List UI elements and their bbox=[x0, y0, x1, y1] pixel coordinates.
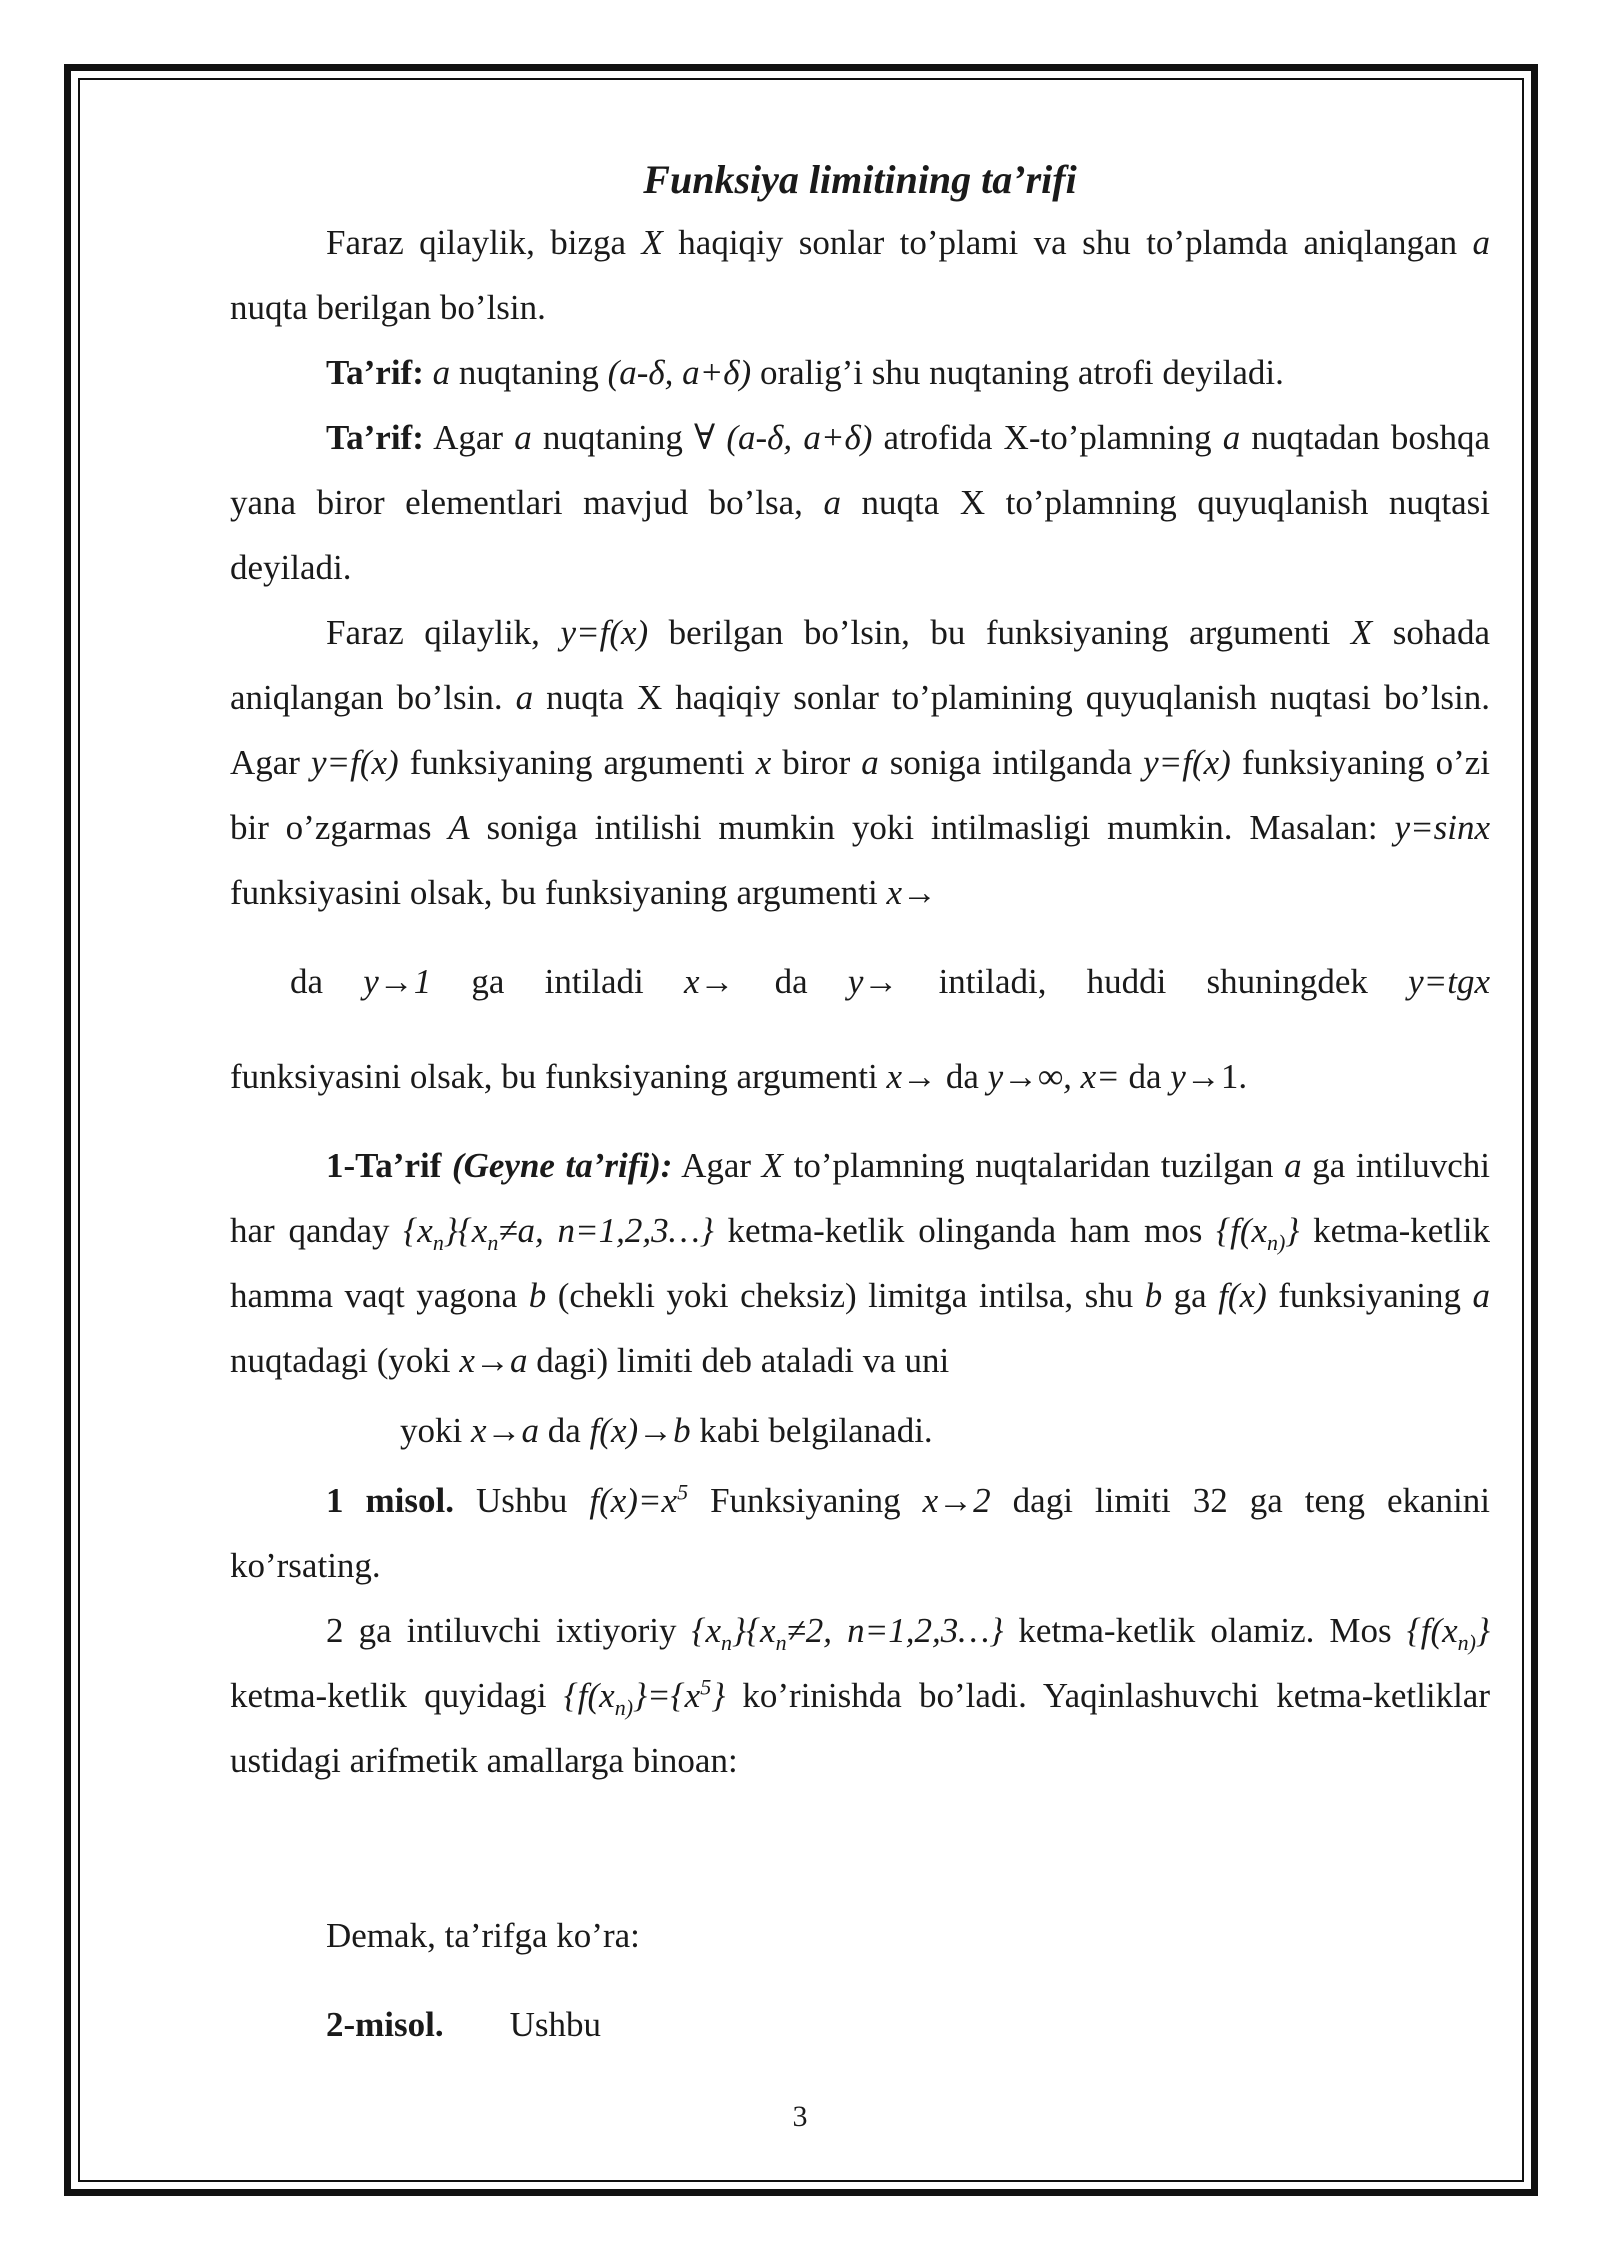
conclusion-line: Demak, ta’rifga ko’ra: bbox=[326, 1916, 640, 1955]
text: da bbox=[539, 1411, 590, 1450]
text: dagi) limiti deb ataladi va uni bbox=[527, 1341, 950, 1380]
text: nuqtaning ∀ bbox=[531, 418, 727, 457]
math-expression bbox=[1216, 1211, 1300, 1255]
subscript: n) bbox=[1267, 1230, 1286, 1255]
math-expression: y=tgx bbox=[1408, 962, 1490, 1001]
math-expression: f(x) bbox=[1218, 1276, 1267, 1315]
text: nuqtadagi (yoki bbox=[230, 1341, 460, 1380]
math-part: {f(x bbox=[1216, 1211, 1268, 1250]
math-var: X bbox=[641, 223, 663, 262]
math-expression bbox=[1406, 1611, 1490, 1655]
subscript: n) bbox=[614, 1695, 634, 1720]
math-part: {f(x bbox=[1406, 1611, 1458, 1650]
subscript: n) bbox=[1457, 1630, 1476, 1655]
text: Ushbu bbox=[453, 1481, 590, 1520]
math-var: a bbox=[861, 743, 879, 782]
math-expression bbox=[403, 1211, 714, 1255]
example-1-solution bbox=[230, 1598, 1490, 1793]
math-var: a bbox=[1222, 418, 1241, 457]
math-expression: y=f(x) bbox=[1143, 743, 1231, 782]
math-part: }{x bbox=[732, 1611, 776, 1650]
math-part: {x bbox=[691, 1611, 722, 1650]
text: ketma-ketlik olamiz. Mos bbox=[1003, 1611, 1407, 1650]
math-expression: x→2 bbox=[922, 1481, 991, 1520]
text: soniga intilishi mumkin yoki intilmasligi mumkin. Masalan: bbox=[469, 808, 1395, 847]
text: berilgan bo’lsin, bu funksiyaning argumenti bbox=[648, 613, 1351, 652]
math-expression: y=f(x) bbox=[560, 613, 649, 652]
definition-label: 1-Ta’rif bbox=[326, 1146, 442, 1185]
text: biror bbox=[771, 743, 862, 782]
math-part: {x bbox=[403, 1211, 433, 1250]
superscript: 5 bbox=[677, 1479, 689, 1505]
math-expression: x→a bbox=[470, 1411, 540, 1450]
math-var: x bbox=[755, 743, 772, 782]
text: funksiyaning argumenti bbox=[398, 743, 756, 782]
spacer bbox=[230, 1014, 1490, 1044]
text: oralig’i shu nuqtaning atrofi deyiladi. bbox=[751, 353, 1284, 392]
math-expression: y→ bbox=[1170, 1057, 1221, 1096]
math-expression: f(x)→b bbox=[589, 1411, 691, 1450]
text: funksiyasini olsak, bu funksiyaning argumenti bbox=[230, 873, 887, 912]
math-var: A bbox=[448, 808, 470, 847]
math-expression: x→ bbox=[683, 962, 735, 1001]
math-expression: (a-δ, a+δ) bbox=[726, 418, 873, 457]
text: funksiyaning o’zi bir o’zgarmas bbox=[230, 743, 1490, 847]
paragraph-tan-example bbox=[230, 1044, 1490, 1109]
text: atrofida X-to’plamning bbox=[872, 418, 1223, 457]
text: nuqtadan boshqa yana biror elementlari mavjud bo’lsa, bbox=[230, 418, 1491, 522]
text: nuqta berilgan bo’lsin. bbox=[230, 288, 546, 327]
text: Agar bbox=[672, 1146, 762, 1185]
text: intiladi, huddi shuningdek bbox=[898, 962, 1409, 1001]
math-var: a bbox=[1284, 1146, 1302, 1185]
text: ko’rinishda bo’ladi. Yaqinlashuvchi ketma-ketliklar ustidagi arifmetik amallarga binoan: bbox=[230, 1676, 1490, 1780]
math-var: a bbox=[823, 483, 841, 522]
math-var: a bbox=[432, 353, 451, 392]
definition-neighborhood bbox=[230, 340, 1490, 405]
document-body bbox=[230, 150, 1490, 2057]
paragraph-function-limit bbox=[230, 600, 1490, 925]
math-part: } bbox=[711, 1676, 726, 1715]
math-expression: y→ bbox=[847, 962, 899, 1001]
text: dagi limiti 32 ga teng ekanini ko’rsating. bbox=[230, 1481, 1490, 1585]
math-var: a bbox=[1472, 1276, 1490, 1315]
math-var: a bbox=[515, 678, 534, 717]
example-label: 2-misol. bbox=[326, 2005, 444, 2044]
subscript: n bbox=[721, 1630, 733, 1655]
spacer bbox=[230, 1109, 1490, 1133]
example-1-statement bbox=[230, 1468, 1490, 1598]
subscript: n bbox=[487, 1230, 499, 1255]
example-2-statement bbox=[230, 1992, 1490, 2057]
text: da bbox=[1119, 1057, 1171, 1096]
math-part: ≠2, n=1,2,3…} bbox=[786, 1611, 1004, 1650]
page-number: 3 bbox=[792, 2100, 808, 2133]
superscript: 5 bbox=[700, 1674, 712, 1700]
math-expression: x→a bbox=[459, 1341, 528, 1380]
math-expression: (a-δ, a+δ) bbox=[607, 353, 752, 392]
text: (chekli yoki cheksiz) limitga intilsa, shu bbox=[546, 1276, 1145, 1315]
text: ga bbox=[1162, 1276, 1219, 1315]
math-expression: y=f(x) bbox=[310, 743, 399, 782]
text: haqiqiy sonlar to’plami va shu to’plamda aniqlangan bbox=[662, 223, 1473, 262]
math-part: } bbox=[1285, 1211, 1300, 1250]
text: ga intiluvchi har qanday bbox=[230, 1146, 1490, 1250]
spacer bbox=[230, 1793, 1490, 1903]
math-var: X bbox=[761, 1146, 784, 1185]
text: ga intiladi bbox=[431, 962, 684, 1001]
math-expression: x→ bbox=[886, 873, 938, 912]
math-expression bbox=[691, 1611, 1004, 1655]
math-part: }={x bbox=[633, 1676, 701, 1715]
text: funksiyasini olsak, bu funksiyaning argumenti bbox=[230, 1057, 887, 1096]
definition-label: (Geyne ta’rifi): bbox=[451, 1146, 673, 1185]
text: Funksiyaning bbox=[688, 1481, 923, 1520]
text: soniga intilganda bbox=[878, 743, 1144, 782]
example-label: 1 misol. bbox=[326, 1481, 454, 1520]
text: nuqta X haqiqiy sonlar to’plamining quyuqlanish nuqtasi bo’lsin. Agar bbox=[230, 678, 1491, 782]
definition-label: Ta’rif: bbox=[326, 418, 424, 457]
text: ketma-ketlik hamma vaqt yagona bbox=[230, 1211, 1490, 1315]
math-var: a bbox=[514, 418, 532, 457]
paragraph-sin-example bbox=[230, 949, 1490, 1014]
paragraph-intro bbox=[230, 210, 1490, 340]
text: ketma-ketlik olinganda ham mos bbox=[713, 1211, 1217, 1250]
math-part: {f(x bbox=[563, 1676, 615, 1715]
definition-label: Ta’rif: bbox=[326, 353, 424, 392]
text: da bbox=[734, 962, 848, 1001]
math-expression bbox=[589, 1481, 688, 1520]
subscript: n bbox=[775, 1630, 787, 1655]
text: to’plamning nuqtalaridan tuzilgan bbox=[783, 1146, 1285, 1185]
math-expression: x→ bbox=[886, 1057, 938, 1096]
math-var: a bbox=[1472, 223, 1490, 262]
text: funksiyaning bbox=[1266, 1276, 1473, 1315]
text: ketma-ketlik quyidagi bbox=[230, 1676, 564, 1715]
text: Ushbu bbox=[509, 2005, 602, 2044]
text: nuqtaning bbox=[450, 353, 608, 392]
subscript: n bbox=[432, 1230, 444, 1255]
text: Agar bbox=[423, 418, 515, 457]
math-var: b bbox=[1144, 1276, 1163, 1315]
text: 1. bbox=[1220, 1057, 1248, 1096]
math-var: X bbox=[1350, 613, 1373, 652]
text: Faraz qilaylik, bizga bbox=[326, 223, 642, 262]
definition-heine bbox=[230, 1133, 1490, 1393]
math-part: }{x bbox=[443, 1211, 488, 1250]
math-var: b bbox=[528, 1276, 547, 1315]
text: nuqta X to’plamning quyuqlanish nuqtasi deyiladi. bbox=[230, 483, 1491, 587]
math-part: f(x)=x bbox=[589, 1481, 678, 1520]
text: kabi belgilanadi. bbox=[690, 1411, 933, 1450]
text: da bbox=[290, 962, 364, 1001]
math-part: } bbox=[1475, 1611, 1490, 1650]
text: da bbox=[937, 1057, 988, 1096]
math-expression: y=sinx bbox=[1394, 808, 1491, 847]
math-expression: y→∞, x= bbox=[987, 1057, 1120, 1096]
text: 2 ga intiluvchi ixtiyoriy bbox=[326, 1611, 692, 1650]
math-part: ≠a, n=1,2,3…} bbox=[498, 1211, 714, 1250]
definition-accumulation-point bbox=[230, 405, 1490, 600]
page-title: Funksiya limitining ta’rifi bbox=[643, 157, 1077, 202]
definition-notation bbox=[230, 1393, 1490, 1468]
spacer bbox=[230, 1968, 1490, 1992]
text: yoki bbox=[400, 1411, 471, 1450]
math-expression bbox=[563, 1674, 726, 1720]
text: sohada aniqlangan bo’lsin. bbox=[230, 613, 1490, 717]
spacer bbox=[230, 925, 1490, 949]
math-expression: y→1 bbox=[363, 962, 432, 1001]
text: Faraz qilaylik, bbox=[326, 613, 561, 652]
